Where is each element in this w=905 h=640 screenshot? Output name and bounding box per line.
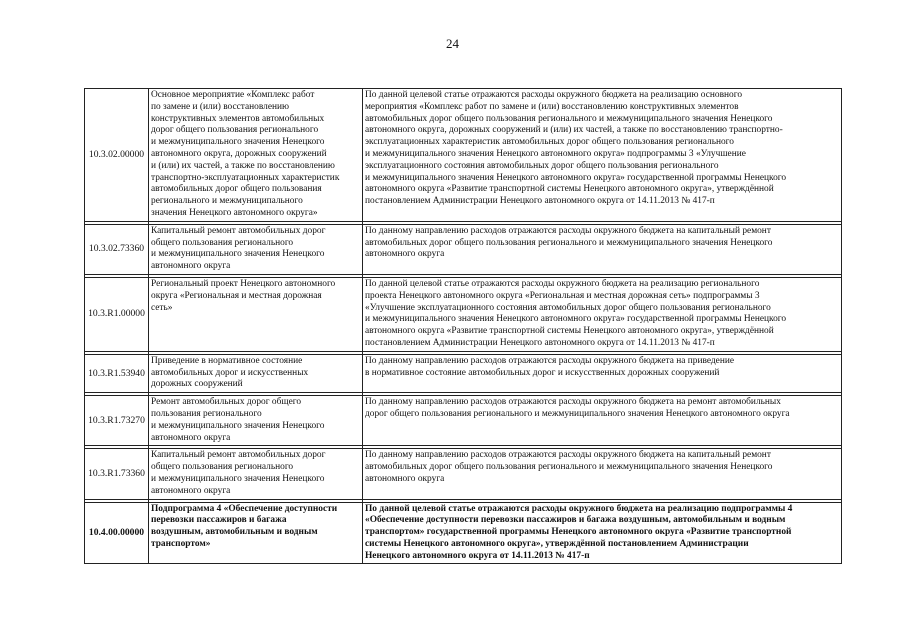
target-code: 10.3.R1.73360 [85, 449, 149, 499]
table-row [85, 224, 842, 274]
table-row [85, 396, 842, 446]
target-name: Региональный проект Ненецкого автономного округа «Региональная и местная дорожная сеть» [149, 277, 363, 351]
target-name: Основное мероприятие «Комплекс работ по замене и (или) восстановлению конструктивных элементов автомобильных дорог общего пользования регионального и межмуниципального значения Ненецкого автономного округа, дорожных сооружений и (или) их частей, а также по восстановлению транспортно-эксплуатационных характеристик автомобильных дорог общего пользования регионального и межмуниципального значения Ненецкого автономного округа» [149, 89, 363, 222]
target-description: По данной целевой статье отражаются расходы окружного бюджета на реализацию регионального проекта Ненецкого автономного округа «Региональная и местная дорожная сеть» подпрограммы 3 «Улучшение эксплуатационного состояния автомобильных дорог общего пользования регионального и межмуниципального значения Ненецкого автономного округа» государственной программы Ненецкого автономного округа «Развитие транспортной системы Ненецкого автономного округа», утверждённой постановлением Администрации Ненецкого автономного округа от 14.11.2013 № 417-п [363, 277, 842, 351]
table-row [85, 89, 842, 222]
table-row [85, 354, 842, 392]
page-number: 24 [446, 36, 459, 51]
target-description: По данному направлению расходов отражаются расходы окружного бюджета на капитальный ремонт автомобильных дорог общего пользования регионального и межмуниципального значения Ненецкого автономного округа [363, 224, 842, 274]
target-code: 10.3.02.73360 [85, 224, 149, 274]
table-row [85, 277, 842, 351]
target-name: Ремонт автомобильных дорог общего пользования регионального и межмуниципального значения Ненецкого автономного округа [149, 396, 363, 446]
target-description: По данному направлению расходов отражаются расходы окружного бюджета на приведение в нормативное состояние автомобильных дорог и искусственных дорожных сооружений [363, 354, 842, 392]
target-description: По данной целевой статье отражаются расходы окружного бюджета на реализацию подпрограммы 4 «Обеспечение доступности перевозки пассажиров и багажа воздушным, автомобильным и водным транспортом» государственной программы Ненецкого автономного округа «Развитие транспортной системы Ненецкого автономного округа», утверждённой постановлением Администрации Ненецкого автономного округа от 14.11.2013 № 417-п [363, 502, 842, 564]
target-code: 10.4.00.00000 [85, 502, 149, 564]
target-description: По данному направлению расходов отражаются расходы окружного бюджета на капитальный ремонт автомобильных дорог общего пользования регионального и межмуниципального значения Ненецкого автономного округа [363, 449, 842, 499]
table-row [85, 502, 842, 564]
target-code: 10.3.R1.53940 [85, 354, 149, 392]
table-row [85, 449, 842, 499]
target-description: По данной целевой статье отражаются расходы окружного бюджета на реализацию основного мероприятия «Комплекс работ по замене и (или) восстановлению конструктивных элементов автомобильных дорог общего пользования регионального и межмуниципального значения Ненецкого автономного округа, дорожных сооружений и (или) их частей, а также по восстановлению транспортно- эксплуатационных характеристик автомобильных дорог общего пользования регионального и межмуниципального значения Ненецкого автономного округа» подпрограммы 3 «Улучшение эксплуатационного состояния автомобильных дорог общего пользования регионального и межмуниципального значения Ненецкого автономного округа» государственной программы Ненецкого автономного округа «Развитие транспортной системы Ненецкого автономного округа», утверждённой постановлением Администрации Ненецкого автономного округа от 14.11.2013 № 417-п [363, 89, 842, 222]
target-code: 10.3.02.00000 [85, 89, 149, 222]
target-name: Подпрограмма 4 «Обеспечение доступности перевозки пассажиров и багажа воздушным, автомобильным и водным транспортом» [149, 502, 363, 564]
budget-classification-table [84, 88, 842, 564]
target-name: Приведение в нормативное состояние автомобильных дорог и искусственных дорожных сооружений [149, 354, 363, 392]
target-name: Капитальный ремонт автомобильных дорог общего пользования регионального и межмуниципального значения Ненецкого автономного округа [149, 224, 363, 274]
target-code: 10.3.R1.00000 [85, 277, 149, 351]
target-code: 10.3.R1.73270 [85, 396, 149, 446]
target-description: По данному направлению расходов отражаются расходы окружного бюджета на ремонт автомобильных дорог общего пользования регионального и межмуниципального значения Ненецкого автономного округа [363, 396, 842, 446]
target-name: Капитальный ремонт автомобильных дорог общего пользования регионального и межмуниципального значения Ненецкого автономного округа [149, 449, 363, 499]
